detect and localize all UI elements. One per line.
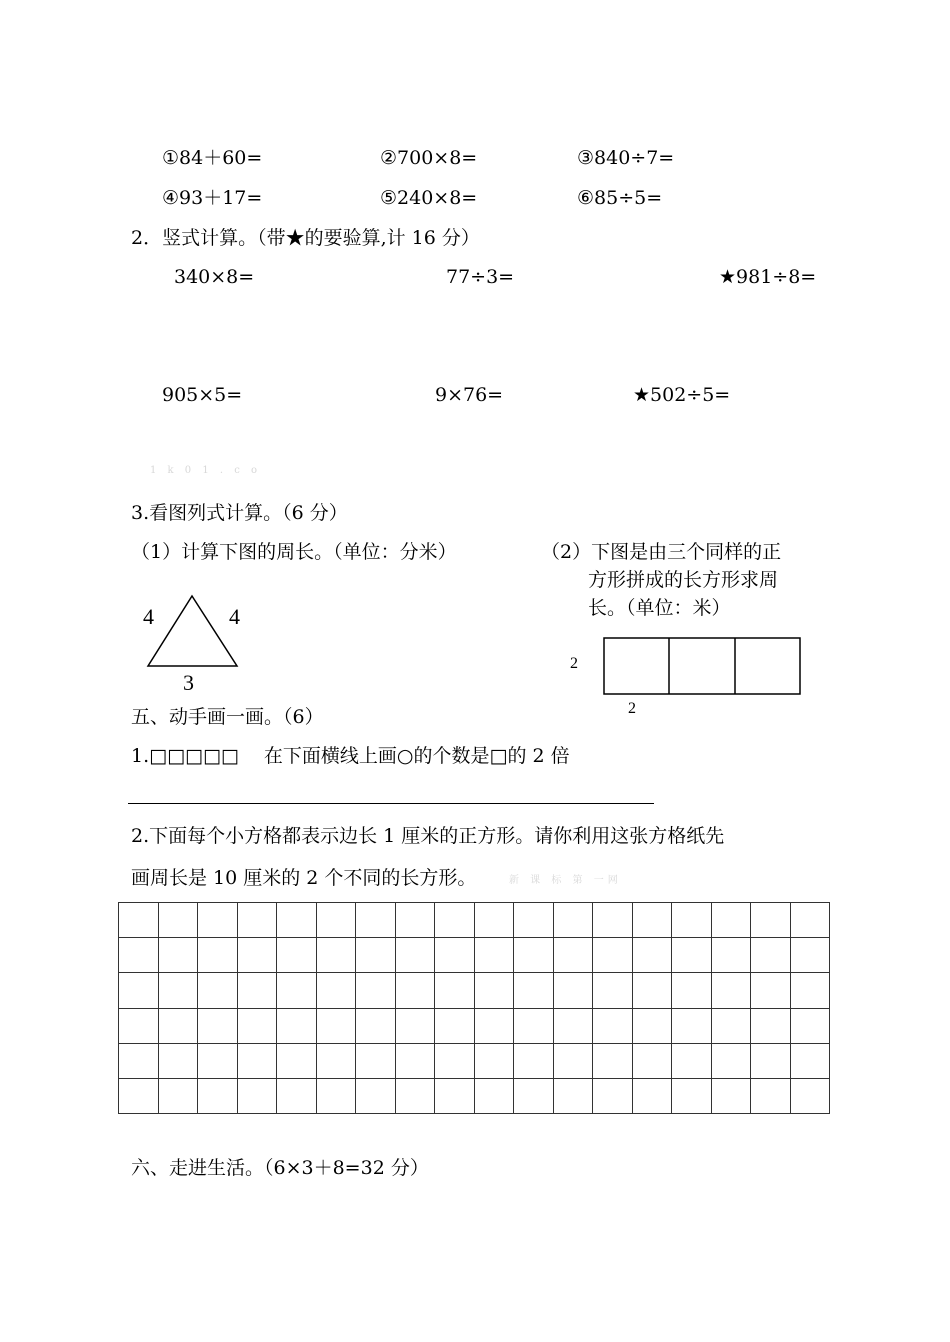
grid-cell[interactable]	[316, 973, 356, 1008]
grid-row	[119, 903, 830, 938]
grid-cell[interactable]	[751, 938, 791, 973]
oral-calc-3: ③840÷7=	[577, 147, 675, 169]
section-3-question-2-line-3: 长。（单位：米）	[588, 597, 731, 619]
grid-cell[interactable]	[553, 938, 593, 973]
vertical-calc-1: 340×8=	[174, 266, 255, 288]
grid-cell[interactable]	[356, 1008, 396, 1043]
oral-calc-6: ⑥85÷5=	[577, 187, 663, 209]
drawing-line[interactable]	[128, 803, 654, 804]
square-grid-paper[interactable]	[118, 902, 830, 1114]
grid-cell[interactable]	[711, 903, 751, 938]
oral-calc-5: ⑤240×8=	[380, 187, 478, 209]
grid-cell[interactable]	[395, 1008, 435, 1043]
grid-cell[interactable]	[356, 1043, 396, 1078]
grid-cell[interactable]	[158, 938, 198, 973]
grid-cell[interactable]	[790, 1043, 830, 1078]
grid-cell[interactable]	[119, 1008, 159, 1043]
grid-cell[interactable]	[514, 1008, 554, 1043]
grid-cell[interactable]	[395, 938, 435, 973]
grid-cell[interactable]	[474, 1043, 514, 1078]
grid-cell[interactable]	[672, 1043, 712, 1078]
grid-cell[interactable]	[237, 973, 277, 1008]
grid-cell[interactable]	[198, 903, 238, 938]
grid-cell[interactable]	[672, 938, 712, 973]
grid-cell[interactable]	[593, 1008, 633, 1043]
grid-cell[interactable]	[711, 973, 751, 1008]
grid-cell[interactable]	[553, 973, 593, 1008]
grid-cell[interactable]	[751, 973, 791, 1008]
grid-cell[interactable]	[316, 903, 356, 938]
section-3-title: 3.看图列式计算。（6 分）	[131, 502, 348, 524]
grid-cell[interactable]	[553, 1008, 593, 1043]
grid-cell[interactable]	[593, 938, 633, 973]
oral-calc-4: ④93＋17=	[162, 187, 263, 209]
grid-cell[interactable]	[277, 903, 317, 938]
grid-cell[interactable]	[593, 973, 633, 1008]
grid-cell[interactable]	[237, 1043, 277, 1078]
rectangle-height-label: 2	[570, 655, 578, 672]
watermark-text: 1 k 0 1 . c o	[150, 465, 262, 476]
grid-cell[interactable]	[514, 1043, 554, 1078]
grid-cell[interactable]	[632, 1078, 672, 1113]
grid-cell[interactable]	[316, 1078, 356, 1113]
section-3-question-2-line-1: （2）下图是由三个同样的正	[541, 541, 782, 563]
grid-cell[interactable]	[237, 903, 277, 938]
grid-cell[interactable]	[198, 1078, 238, 1113]
grid-cell[interactable]	[198, 973, 238, 1008]
grid-cell[interactable]	[237, 1008, 277, 1043]
grid-cell[interactable]	[514, 938, 554, 973]
grid-cell[interactable]	[435, 938, 475, 973]
grid-cell[interactable]	[790, 938, 830, 973]
grid-cell[interactable]	[435, 973, 475, 1008]
grid-cell[interactable]	[158, 903, 198, 938]
grid-cell[interactable]	[514, 1078, 554, 1113]
grid-cell[interactable]	[672, 1078, 712, 1113]
grid-cell[interactable]	[158, 1008, 198, 1043]
section-5-question-2-line-1: 2.下面每个小方格都表示边长 1 厘米的正方形。请你利用这张方格纸先	[131, 825, 725, 847]
section-5-title: 五、动手画一画。（6）	[131, 706, 324, 728]
grid-cell[interactable]	[632, 1008, 672, 1043]
grid-cell[interactable]	[395, 1043, 435, 1078]
grid-cell[interactable]	[593, 903, 633, 938]
section-3-question-2-line-2: 方形拼成的长方形求周	[588, 569, 779, 591]
grid-cell[interactable]	[277, 1008, 317, 1043]
grid-row	[119, 973, 830, 1008]
grid-cell[interactable]	[553, 903, 593, 938]
grid-cell[interactable]	[632, 1043, 672, 1078]
grid-cell[interactable]	[711, 1078, 751, 1113]
watermark-text-2: 新 课 标 第 一网	[509, 875, 622, 886]
grid-cell[interactable]	[593, 1078, 633, 1113]
grid-cell[interactable]	[672, 973, 712, 1008]
vertical-calc-3: ★981÷8=	[719, 266, 817, 288]
grid-cell[interactable]	[198, 1008, 238, 1043]
grid-cell[interactable]	[198, 938, 238, 973]
grid-cell[interactable]	[672, 903, 712, 938]
grid-row	[119, 938, 830, 973]
triangle-bottom-label: 3	[183, 670, 194, 695]
grid-cell[interactable]	[474, 903, 514, 938]
grid-cell[interactable]	[119, 1043, 159, 1078]
grid-cell[interactable]	[474, 973, 514, 1008]
grid-cell[interactable]	[553, 1043, 593, 1078]
grid-cell[interactable]	[751, 1078, 791, 1113]
grid-cell[interactable]	[158, 1043, 198, 1078]
triangle-figure	[148, 596, 237, 666]
grid-row	[119, 1078, 830, 1113]
section-6-title: 六、走进生活。（6×3＋8=32 分）	[131, 1157, 429, 1179]
grid-cell[interactable]	[632, 938, 672, 973]
grid-cell[interactable]	[119, 1078, 159, 1113]
grid-cell[interactable]	[356, 1078, 396, 1113]
grid-cell[interactable]	[751, 903, 791, 938]
grid-cell[interactable]	[790, 973, 830, 1008]
grid-row	[119, 1008, 830, 1043]
grid-cell[interactable]	[435, 1043, 475, 1078]
grid-cell[interactable]	[711, 1043, 751, 1078]
grid-cell[interactable]	[277, 1043, 317, 1078]
grid-cell[interactable]	[553, 1078, 593, 1113]
grid-cell[interactable]	[237, 1078, 277, 1113]
grid-cell[interactable]	[514, 973, 554, 1008]
oral-calc-1: ①84＋60=	[162, 147, 263, 169]
rectangle-figure	[604, 638, 800, 694]
grid-cell[interactable]	[790, 903, 830, 938]
grid-cell[interactable]	[316, 1008, 356, 1043]
vertical-calc-2: 77÷3=	[446, 266, 515, 288]
grid-cell[interactable]	[395, 973, 435, 1008]
grid-cell[interactable]	[356, 973, 396, 1008]
vertical-calc-4: 905×5=	[162, 384, 243, 406]
triangle-right-label: 4	[229, 604, 240, 629]
grid-row	[119, 1043, 830, 1078]
rectangle-width-label: 2	[628, 700, 636, 717]
vertical-calc-5: 9×76=	[435, 384, 504, 406]
grid-cell[interactable]	[198, 1043, 238, 1078]
grid-cell[interactable]	[474, 1078, 514, 1113]
grid-cell[interactable]	[632, 903, 672, 938]
grid-cell[interactable]	[158, 973, 198, 1008]
grid-cell[interactable]	[593, 1043, 633, 1078]
grid-cell[interactable]	[119, 973, 159, 1008]
grid-cell[interactable]	[277, 1078, 317, 1113]
grid-cell[interactable]	[474, 938, 514, 973]
grid-cell[interactable]	[277, 973, 317, 1008]
section-3-question-1: （1）计算下图的周长。（单位：分米）	[131, 541, 457, 563]
grid-cell[interactable]	[435, 1078, 475, 1113]
grid-cell[interactable]	[158, 1078, 198, 1113]
grid-cell[interactable]	[277, 938, 317, 973]
grid-cell[interactable]	[316, 1043, 356, 1078]
grid-cell[interactable]	[356, 938, 396, 973]
section-5-question-2-line-2: 画周长是 10 厘米的 2 个不同的长方形。	[131, 867, 477, 889]
grid-cell[interactable]	[435, 1008, 475, 1043]
grid-cell[interactable]	[711, 1008, 751, 1043]
grid-cell[interactable]	[119, 938, 159, 973]
grid-cell[interactable]	[474, 1008, 514, 1043]
grid-cell[interactable]	[632, 973, 672, 1008]
grid-cell[interactable]	[514, 903, 554, 938]
grid-cell[interactable]	[790, 1078, 830, 1113]
grid-cell[interactable]	[711, 938, 751, 973]
grid-cell[interactable]	[790, 1008, 830, 1043]
grid-cell[interactable]	[751, 1043, 791, 1078]
grid-cell[interactable]	[237, 938, 277, 973]
grid-cell[interactable]	[395, 903, 435, 938]
vertical-calc-6: ★502÷5=	[633, 384, 731, 406]
grid-cell[interactable]	[672, 1008, 712, 1043]
section-2-title: 2．竖式计算。（带★的要验算,计 16 分）	[131, 227, 480, 249]
grid-cell[interactable]	[435, 903, 475, 938]
triangle-left-label: 4	[143, 604, 154, 629]
grid-cell[interactable]	[395, 1078, 435, 1113]
grid-cell[interactable]	[316, 938, 356, 973]
grid-cell[interactable]	[356, 903, 396, 938]
grid-cell[interactable]	[751, 1008, 791, 1043]
oral-calc-2: ②700×8=	[380, 147, 478, 169]
section-5-question-1: 1.□□□□□ 在下面横线上画○的个数是□的 2 倍	[131, 745, 570, 767]
grid-cell[interactable]	[119, 903, 159, 938]
